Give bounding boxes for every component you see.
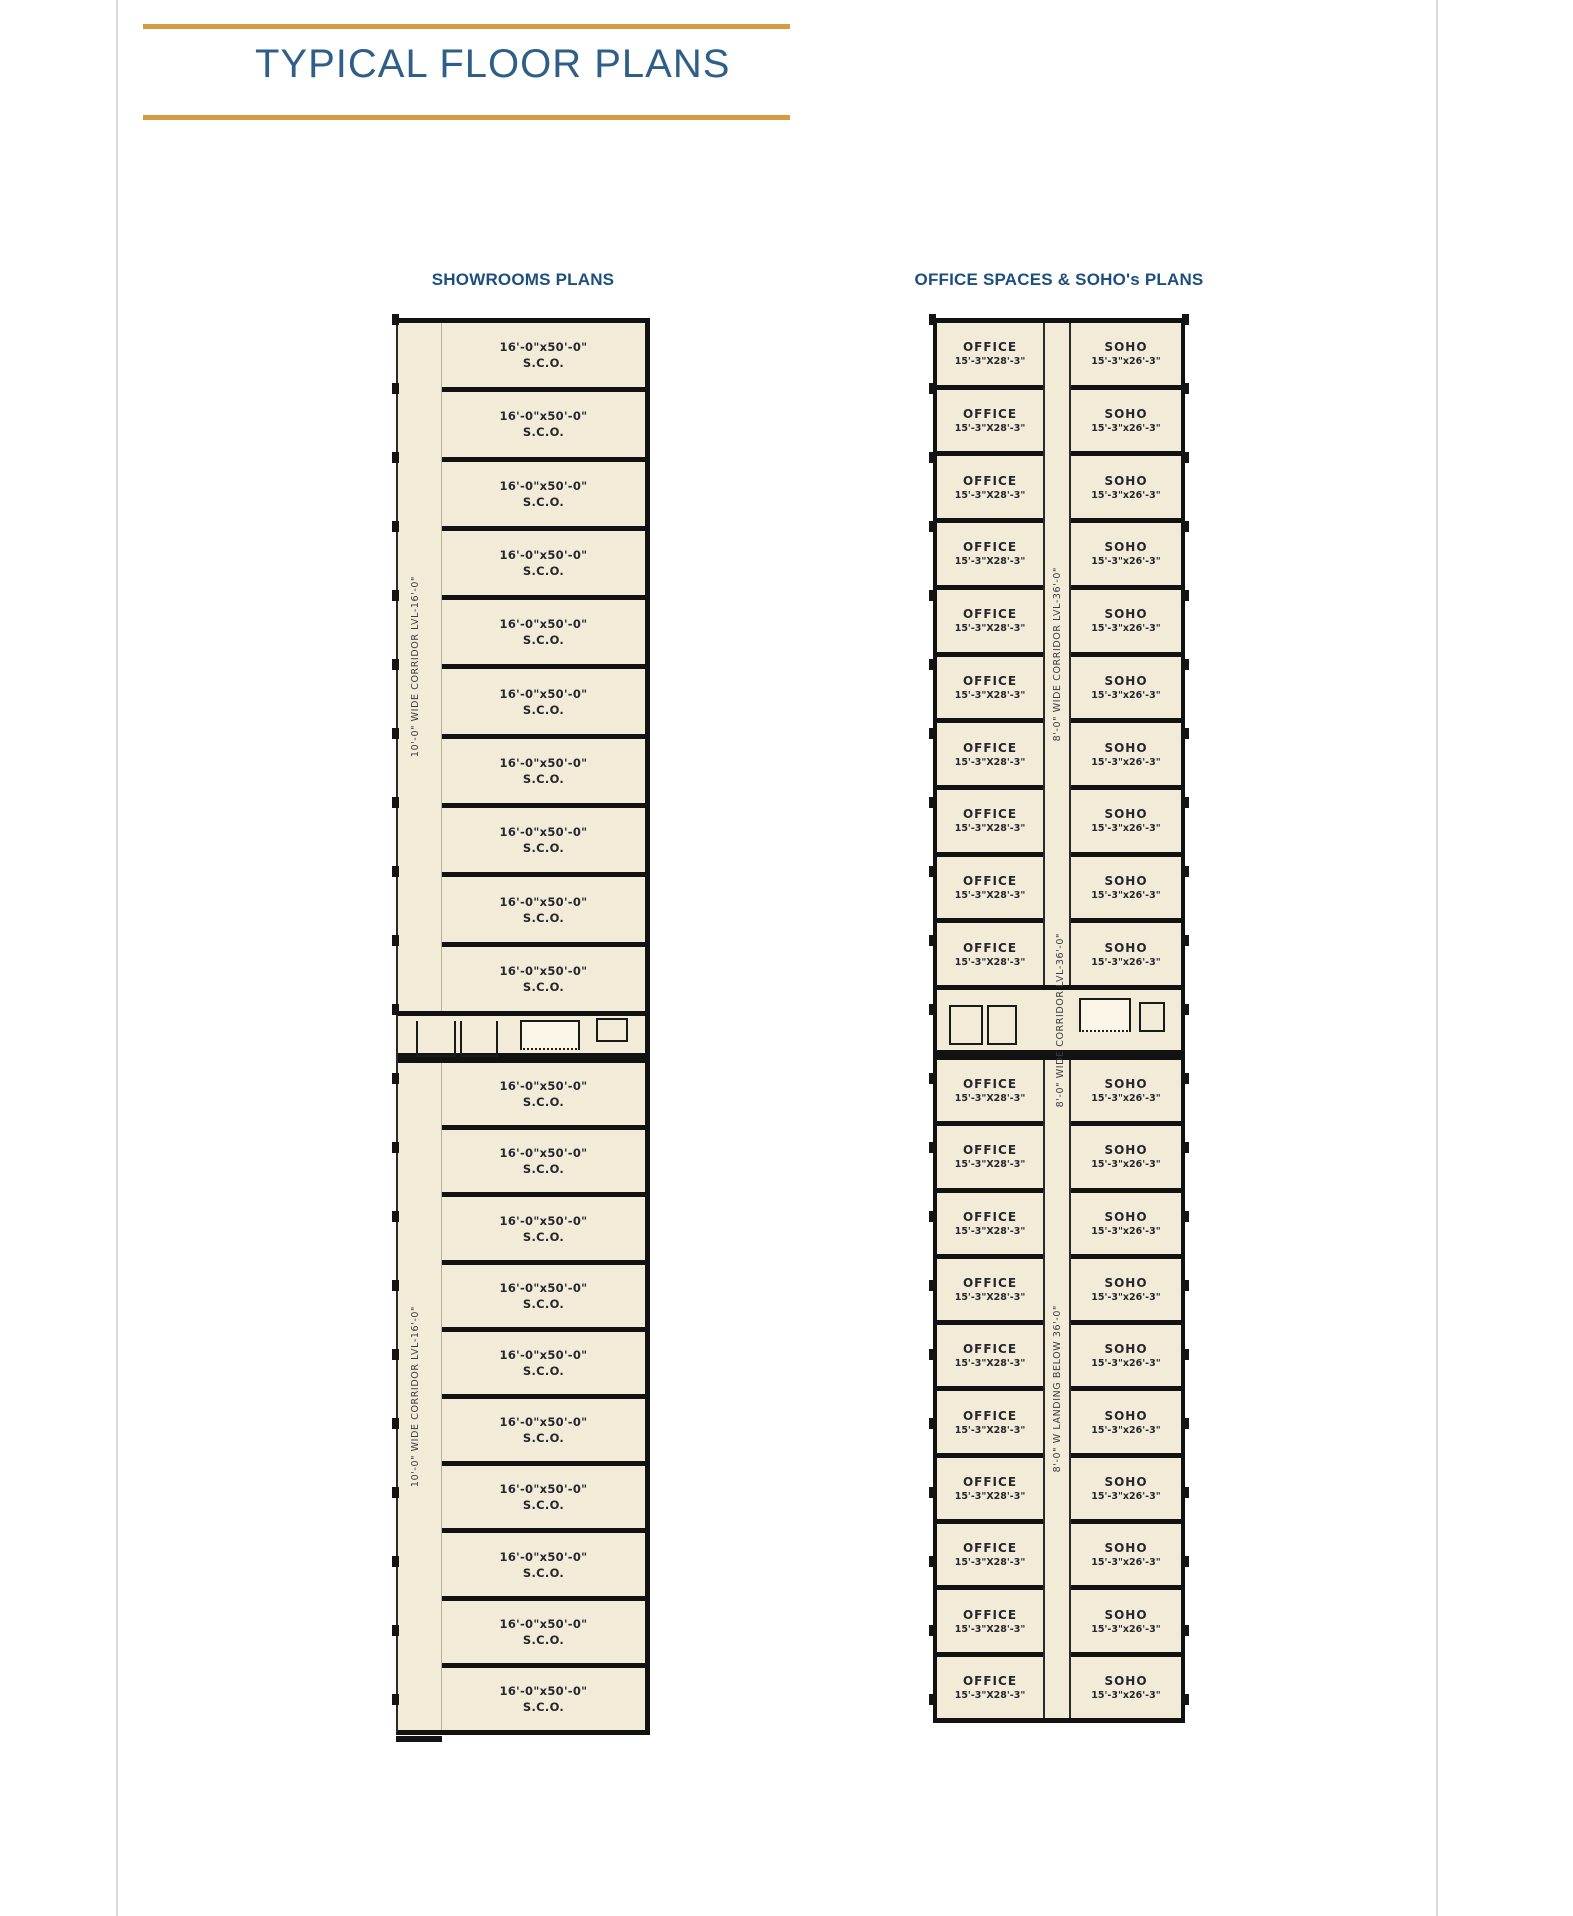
unit-type-label: SOHO — [1104, 740, 1148, 755]
soho-unit — [1071, 1657, 1181, 1718]
unit-type-label: S.C.O. — [522, 1699, 565, 1714]
corridor-label: 8'-0" WIDE CORRIDOR LVL-36'-0" — [1055, 932, 1066, 1108]
offices-corridor-lower — [1043, 1060, 1071, 1718]
unit-type-label: OFFICE — [962, 1673, 1018, 1688]
soho-unit — [1071, 1391, 1181, 1457]
showroom-unit — [442, 323, 645, 392]
unit-type-label: S.C.O. — [522, 1229, 565, 1244]
office-unit — [937, 1060, 1043, 1126]
corridor-label: 8'-0" W LANDING BELOW 36'-0" — [1052, 1305, 1063, 1473]
unit-type-label: S.C.O. — [522, 1632, 565, 1647]
unit-dimensions: 15'-3"x26'-3" — [1091, 956, 1161, 968]
office-unit — [937, 456, 1043, 523]
unit-dimensions: 15'-3"x26'-3" — [1091, 1424, 1161, 1436]
unit-dimensions: 15'-3"X28'-3" — [954, 1689, 1026, 1701]
soho-unit — [1071, 657, 1181, 724]
office-unit — [937, 390, 1043, 457]
unit-type-label: SOHO — [1104, 1342, 1148, 1357]
office-unit — [937, 523, 1043, 590]
unit-type-label: S.C.O. — [522, 979, 565, 994]
unit-type-label: SOHO — [1104, 1408, 1148, 1423]
showroom-unit — [442, 669, 645, 738]
office-unit — [937, 923, 1043, 985]
unit-dimensions: 16'-0"x50'-0" — [499, 1347, 588, 1362]
soho-unit — [1071, 1060, 1181, 1126]
unit-dimensions: 15'-3"x26'-3" — [1091, 1689, 1161, 1701]
office-unit — [937, 323, 1043, 390]
unit-dimensions: 15'-3"x26'-3" — [1091, 756, 1161, 768]
toilet-room — [987, 1005, 1017, 1045]
showroom-unit — [442, 1601, 645, 1668]
unit-dimensions: 16'-0"x50'-0" — [499, 409, 588, 424]
unit-type-label: SOHO — [1104, 1077, 1148, 1092]
unit-type-label: OFFICE — [962, 940, 1018, 955]
office-unit — [937, 1458, 1043, 1524]
unit-dimensions: 15'-3"X28'-3" — [954, 1557, 1026, 1569]
unit-type-label: OFFICE — [962, 1541, 1018, 1556]
showroom-unit — [442, 1130, 645, 1197]
unit-type-label: OFFICE — [962, 473, 1018, 488]
soho-unit — [1071, 323, 1181, 390]
showroom-unit — [442, 392, 645, 461]
office-unit — [937, 1590, 1043, 1656]
page-border-left — [116, 0, 118, 1916]
showroom-unit — [442, 1399, 645, 1466]
office-unit — [937, 1193, 1043, 1259]
unit-dimensions: 15'-3"X28'-3" — [954, 623, 1026, 635]
unit-dimensions: 15'-3"x26'-3" — [1091, 689, 1161, 701]
unit-dimensions: 16'-0"x50'-0" — [499, 617, 588, 632]
service-room — [596, 1018, 628, 1042]
unit-type-label: S.C.O. — [522, 356, 565, 371]
unit-dimensions: 16'-0"x50'-0" — [499, 1146, 588, 1161]
unit-dimensions: 15'-3"x26'-3" — [1091, 1093, 1161, 1105]
unit-type-label: SOHO — [1104, 473, 1148, 488]
unit-dimensions: 16'-0"x50'-0" — [499, 894, 588, 909]
unit-type-label: SOHO — [1104, 1276, 1148, 1291]
unit-type-label: S.C.O. — [522, 564, 565, 579]
unit-type-label: S.C.O. — [522, 1095, 565, 1110]
toilet-room — [460, 1021, 498, 1057]
unit-dimensions: 15'-3"X28'-3" — [954, 823, 1026, 835]
unit-dimensions: 15'-3"x26'-3" — [1091, 423, 1161, 435]
offices-plan-title: OFFICE SPACES & SOHO's PLANS — [914, 270, 1204, 289]
soho-unit — [1071, 1126, 1181, 1192]
offices-corridor-upper — [1043, 323, 1071, 985]
office-unit — [937, 1126, 1043, 1192]
office-unit — [937, 657, 1043, 724]
showroom-unit — [442, 947, 645, 1011]
office-unit — [937, 1259, 1043, 1325]
showroom-unit — [442, 531, 645, 600]
office-unit — [937, 1657, 1043, 1718]
unit-type-label: SOHO — [1104, 807, 1148, 822]
unit-dimensions: 15'-3"x26'-3" — [1091, 1623, 1161, 1635]
unit-type-label: SOHO — [1104, 1673, 1148, 1688]
unit-type-label: SOHO — [1104, 673, 1148, 688]
unit-type-label: S.C.O. — [522, 1162, 565, 1177]
unit-dimensions: 15'-3"x26'-3" — [1091, 556, 1161, 568]
unit-dimensions: 16'-0"x50'-0" — [499, 1079, 588, 1094]
unit-type-label: OFFICE — [962, 1143, 1018, 1158]
showroom-unit — [442, 462, 645, 531]
unit-dimensions: 16'-0"x50'-0" — [499, 1213, 588, 1228]
showroom-unit — [442, 877, 645, 946]
soho-units-lower — [1071, 1060, 1181, 1718]
soho-unit — [1071, 1590, 1181, 1656]
unit-dimensions: 15'-3"X28'-3" — [954, 756, 1026, 768]
unit-dimensions: 16'-0"x50'-0" — [499, 1616, 588, 1631]
showroom-unit — [442, 1197, 645, 1264]
offices-soho-floor-plan — [933, 318, 1185, 1723]
soho-unit — [1071, 790, 1181, 857]
corridor-label: 10'-0" WIDE CORRIDOR LVL-16'-0" — [410, 576, 421, 758]
unit-type-label: S.C.O. — [522, 494, 565, 509]
showroom-units-lower — [442, 1063, 645, 1730]
showroom-unit — [442, 1466, 645, 1533]
soho-unit — [1071, 523, 1181, 590]
stair-room — [416, 1021, 456, 1057]
soho-unit — [1071, 390, 1181, 457]
unit-type-label: S.C.O. — [522, 1296, 565, 1311]
unit-dimensions: 15'-3"X28'-3" — [954, 1424, 1026, 1436]
unit-type-label: OFFICE — [962, 807, 1018, 822]
showroom-unit — [442, 739, 645, 808]
unit-type-label: SOHO — [1104, 940, 1148, 955]
unit-dimensions: 16'-0"x50'-0" — [499, 340, 588, 355]
showrooms-corridor-lower — [398, 1063, 442, 1730]
unit-type-label: OFFICE — [962, 873, 1018, 888]
unit-dimensions: 15'-3"X28'-3" — [954, 489, 1026, 501]
unit-type-label: S.C.O. — [522, 841, 565, 856]
unit-type-label: OFFICE — [962, 607, 1018, 622]
unit-type-label: OFFICE — [962, 407, 1018, 422]
office-unit — [937, 1391, 1043, 1457]
header-rule-bottom — [143, 115, 790, 120]
entry-stair-mark — [396, 1736, 442, 1742]
unit-dimensions: 16'-0"x50'-0" — [499, 548, 588, 563]
office-unit — [937, 590, 1043, 657]
unit-type-label: S.C.O. — [522, 702, 565, 717]
unit-type-label: OFFICE — [962, 1474, 1018, 1489]
showroom-unit — [442, 808, 645, 877]
unit-dimensions: 15'-3"X28'-3" — [954, 556, 1026, 568]
unit-dimensions: 15'-3"X28'-3" — [954, 889, 1026, 901]
office-units-upper — [937, 323, 1043, 985]
unit-dimensions: 15'-3"x26'-3" — [1091, 1159, 1161, 1171]
unit-dimensions: 15'-3"X28'-3" — [954, 1623, 1026, 1635]
unit-dimensions: 15'-3"X28'-3" — [954, 689, 1026, 701]
showroom-unit — [442, 1668, 645, 1730]
page-title: TYPICAL FLOOR PLANS — [255, 42, 731, 86]
unit-dimensions: 15'-3"X28'-3" — [954, 1490, 1026, 1502]
elevator-bank — [520, 1020, 580, 1050]
unit-type-label: S.C.O. — [522, 1363, 565, 1378]
unit-dimensions: 15'-3"X28'-3" — [954, 1358, 1026, 1370]
unit-dimensions: 15'-3"x26'-3" — [1091, 356, 1161, 368]
soho-unit — [1071, 1193, 1181, 1259]
unit-dimensions: 16'-0"x50'-0" — [499, 1415, 588, 1430]
unit-type-label: S.C.O. — [522, 910, 565, 925]
unit-type-label: OFFICE — [962, 1276, 1018, 1291]
offices-lower-wing — [937, 1055, 1181, 1718]
unit-dimensions: 15'-3"x26'-3" — [1091, 889, 1161, 901]
unit-dimensions: 16'-0"x50'-0" — [499, 1549, 588, 1564]
unit-dimensions: 15'-3"x26'-3" — [1091, 823, 1161, 835]
showroom-unit — [442, 1063, 645, 1130]
corridor-label: 10'-0" WIDE CORRIDOR LVL-16'-0" — [410, 1305, 421, 1488]
office-unit — [937, 1524, 1043, 1590]
soho-unit — [1071, 923, 1181, 985]
office-units-lower — [937, 1060, 1043, 1718]
unit-dimensions: 16'-0"x50'-0" — [499, 686, 588, 701]
offices-upper-wing — [937, 318, 1181, 985]
unit-type-label: SOHO — [1104, 873, 1148, 888]
soho-unit — [1071, 1325, 1181, 1391]
stair-room — [949, 1005, 983, 1045]
showrooms-lower-wing — [398, 1058, 645, 1730]
showroom-unit — [442, 600, 645, 669]
unit-dimensions: 15'-3"X28'-3" — [954, 1093, 1026, 1105]
unit-dimensions: 15'-3"X28'-3" — [954, 356, 1026, 368]
unit-dimensions: 15'-3"x26'-3" — [1091, 489, 1161, 501]
unit-type-label: S.C.O. — [522, 1431, 565, 1446]
unit-type-label: SOHO — [1104, 1541, 1148, 1556]
unit-dimensions: 16'-0"x50'-0" — [499, 963, 588, 978]
unit-type-label: SOHO — [1104, 1143, 1148, 1158]
soho-units-upper — [1071, 323, 1181, 985]
elevator-bank — [1079, 998, 1131, 1032]
showroom-unit — [442, 1332, 645, 1399]
soho-unit — [1071, 456, 1181, 523]
unit-dimensions: 16'-0"x50'-0" — [499, 1482, 588, 1497]
unit-dimensions: 15'-3"x26'-3" — [1091, 623, 1161, 635]
soho-unit — [1071, 1458, 1181, 1524]
unit-dimensions: 16'-0"x50'-0" — [499, 825, 588, 840]
soho-unit — [1071, 723, 1181, 790]
unit-dimensions: 16'-0"x50'-0" — [499, 1683, 588, 1698]
unit-type-label: OFFICE — [962, 540, 1018, 555]
unit-type-label: S.C.O. — [522, 1498, 565, 1513]
unit-dimensions: 16'-0"x50'-0" — [499, 478, 588, 493]
soho-unit — [1071, 1259, 1181, 1325]
unit-type-label: OFFICE — [962, 340, 1018, 355]
unit-dimensions: 15'-3"x26'-3" — [1091, 1490, 1161, 1502]
showrooms-corridor-upper — [398, 323, 442, 1011]
unit-type-label: S.C.O. — [522, 771, 565, 786]
showrooms-floor-plan — [396, 318, 650, 1735]
unit-type-label: SOHO — [1104, 540, 1148, 555]
window-tick-marks — [929, 314, 936, 1722]
unit-type-label: S.C.O. — [522, 633, 565, 648]
header-rule-top — [143, 24, 790, 29]
unit-dimensions: 15'-3"X28'-3" — [954, 1225, 1026, 1237]
unit-type-label: SOHO — [1104, 340, 1148, 355]
showroom-unit — [442, 1533, 645, 1600]
unit-type-label: OFFICE — [962, 1077, 1018, 1092]
unit-type-label: OFFICE — [962, 1209, 1018, 1224]
showrooms-plan-title: SHOWROOMS PLANS — [431, 270, 615, 289]
showrooms-service-core — [398, 1011, 645, 1058]
unit-dimensions: 15'-3"X28'-3" — [954, 423, 1026, 435]
window-tick-marks — [392, 314, 399, 1734]
unit-dimensions: 15'-3"x26'-3" — [1091, 1225, 1161, 1237]
showrooms-upper-wing — [398, 318, 645, 1011]
unit-type-label: S.C.O. — [522, 1565, 565, 1580]
unit-dimensions: 16'-0"x50'-0" — [499, 755, 588, 770]
office-unit — [937, 723, 1043, 790]
unit-dimensions: 15'-3"x26'-3" — [1091, 1358, 1161, 1370]
unit-type-label: OFFICE — [962, 1342, 1018, 1357]
unit-dimensions: 15'-3"x26'-3" — [1091, 1557, 1161, 1569]
soho-unit — [1071, 1524, 1181, 1590]
window-tick-marks — [1182, 314, 1189, 1722]
unit-dimensions: 15'-3"x26'-3" — [1091, 1292, 1161, 1304]
unit-type-label: OFFICE — [962, 740, 1018, 755]
office-unit — [937, 857, 1043, 924]
showroom-units-upper — [442, 323, 645, 1011]
corridor-label: 8'-0" WIDE CORRIDOR LVL-36'-0" — [1052, 566, 1063, 742]
unit-dimensions: 15'-3"X28'-3" — [954, 956, 1026, 968]
unit-type-label: SOHO — [1104, 607, 1148, 622]
soho-unit — [1071, 590, 1181, 657]
unit-type-label: SOHO — [1104, 407, 1148, 422]
unit-dimensions: 16'-0"x50'-0" — [499, 1280, 588, 1295]
unit-type-label: SOHO — [1104, 1209, 1148, 1224]
page-border-right — [1436, 0, 1438, 1916]
unit-type-label: SOHO — [1104, 1474, 1148, 1489]
showroom-unit — [442, 1265, 645, 1332]
soho-unit — [1071, 857, 1181, 924]
unit-dimensions: 15'-3"X28'-3" — [954, 1292, 1026, 1304]
office-unit — [937, 1325, 1043, 1391]
service-room — [1139, 1002, 1165, 1032]
unit-type-label: OFFICE — [962, 1607, 1018, 1622]
unit-type-label: OFFICE — [962, 1408, 1018, 1423]
unit-type-label: OFFICE — [962, 673, 1018, 688]
unit-type-label: SOHO — [1104, 1607, 1148, 1622]
unit-dimensions: 15'-3"X28'-3" — [954, 1159, 1026, 1171]
unit-type-label: S.C.O. — [522, 425, 565, 440]
office-unit — [937, 790, 1043, 857]
